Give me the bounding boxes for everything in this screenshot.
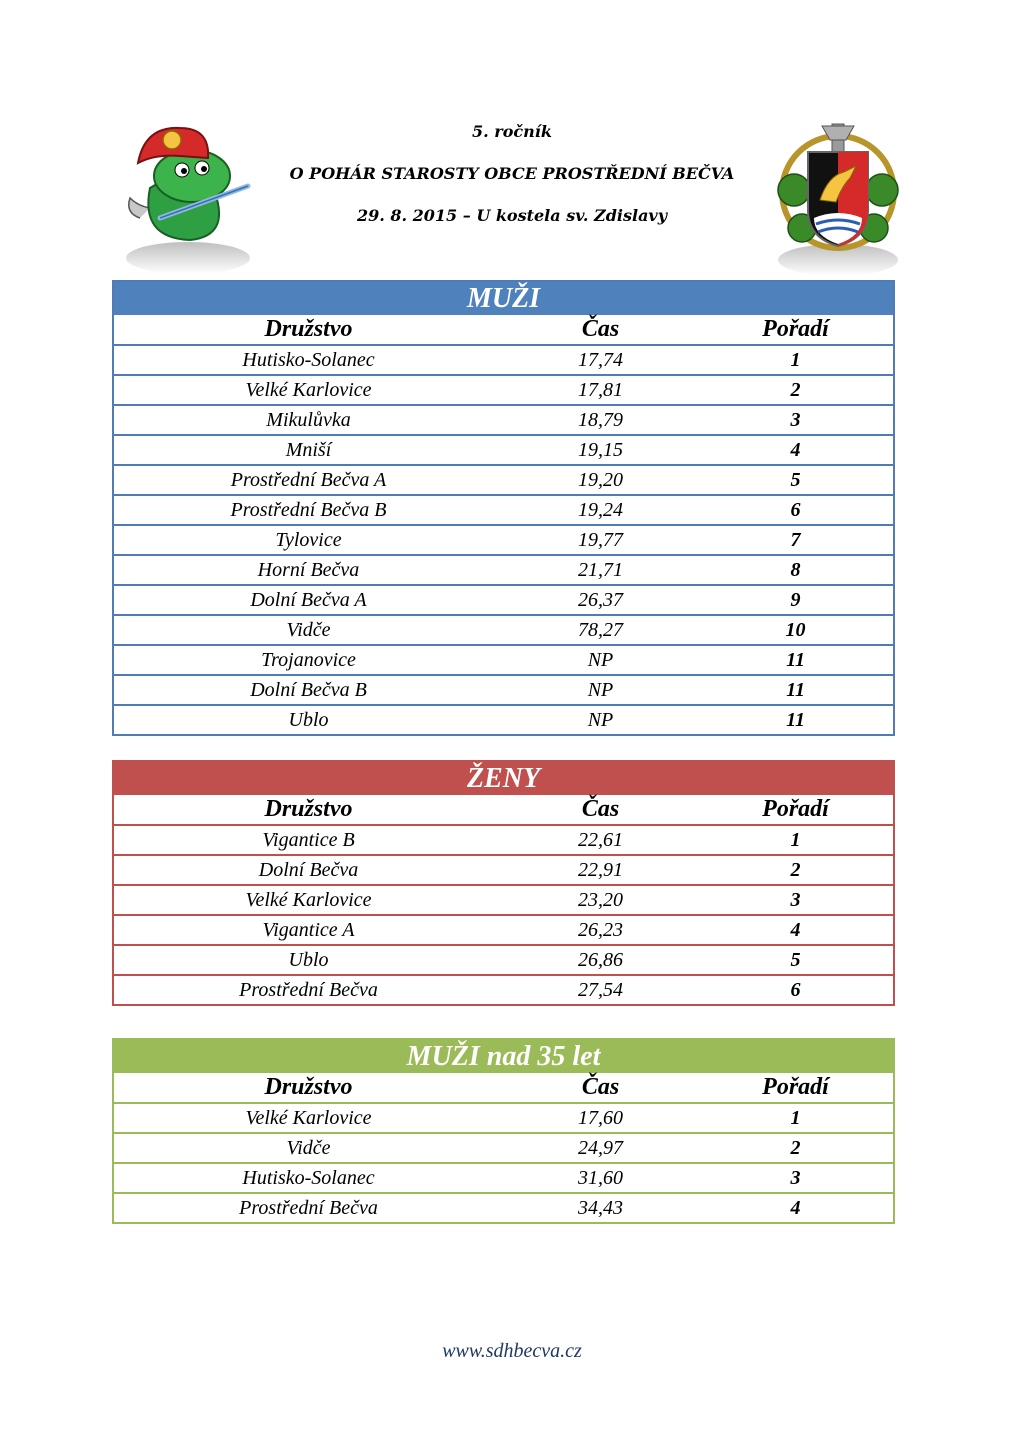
table-row [113,675,894,705]
rank-cell: 2 [698,855,894,885]
rank-cell: 5 [698,945,894,975]
rank-cell: 4 [698,1193,894,1223]
table-row [113,855,894,885]
team-name-cell: Prostřední Bečva B [113,495,503,525]
rank-cell: 9 [698,585,894,615]
time-cell: 27,54 [503,975,698,1005]
table-title: MUŽI nad 35 let [113,1039,894,1073]
rank-cell: 11 [698,645,894,675]
time-cell: 34,43 [503,1193,698,1223]
event-title: O POHÁR STAROSTY OBCE PROSTŘEDNÍ BEČVA [289,164,735,183]
column-header-team: Družstvo [113,1073,503,1103]
team-name-cell: Vigantice A [113,915,503,945]
table-title: MUŽI [113,281,894,315]
table-row [113,375,894,405]
column-header-time: Čas [503,1073,698,1103]
team-name-cell: Prostřední Bečva [113,975,503,1005]
table-row [113,1103,894,1133]
time-cell: 26,37 [503,585,698,615]
time-cell: 21,71 [503,555,698,585]
team-name-cell: Vidče [113,1133,503,1163]
rank-cell: 11 [698,705,894,735]
team-name-cell: Trojanovice [113,645,503,675]
time-cell: 31,60 [503,1163,698,1193]
website-link[interactable]: www.sdhbecva.cz [442,1340,582,1362]
table-row [113,495,894,525]
time-cell: 17,60 [503,1103,698,1133]
rank-cell: 6 [698,975,894,1005]
rank-cell: 6 [698,495,894,525]
results-table-muzi [112,280,895,736]
dragon-firefighter-logo-icon [120,118,255,278]
team-name-cell: Mniší [113,435,503,465]
team-name-cell: Dolní Bečva [113,855,503,885]
team-name-cell: Velké Karlovice [113,1103,503,1133]
time-cell: 23,20 [503,885,698,915]
team-name-cell: Velké Karlovice [113,375,503,405]
table-row [113,915,894,945]
table-row [113,885,894,915]
time-cell: 78,27 [503,615,698,645]
table-row [113,645,894,675]
team-name-cell: Tylovice [113,525,503,555]
rank-cell: 1 [698,345,894,375]
rank-cell: 11 [698,675,894,705]
time-cell: 26,23 [503,915,698,945]
team-name-cell: Hutisko-Solanec [113,345,503,375]
time-cell: 18,79 [503,405,698,435]
fire-brigade-emblem-icon [772,120,904,278]
table-row [113,705,894,735]
time-cell: 22,91 [503,855,698,885]
team-name-cell: Ublo [113,945,503,975]
time-cell: 26,86 [503,945,698,975]
team-name-cell: Ublo [113,705,503,735]
column-header-time: Čas [503,795,698,825]
team-name-cell: Dolní Bečva B [113,675,503,705]
column-header-time: Čas [503,315,698,345]
team-name-cell: Prostřední Bečva A [113,465,503,495]
time-cell: 17,81 [503,375,698,405]
edition: 5. ročník [472,122,552,141]
table-row [113,405,894,435]
rank-cell: 8 [698,555,894,585]
team-name-cell: Horní Bečva [113,555,503,585]
table-row [113,825,894,855]
column-header-rank: Pořadí [698,315,894,345]
table-row [113,555,894,585]
rank-cell: 3 [698,1163,894,1193]
time-cell: 19,20 [503,465,698,495]
column-header-team: Družstvo [113,315,503,345]
table-row [113,435,894,465]
table-title: ŽENY [113,761,894,795]
team-name-cell: Vigantice B [113,825,503,855]
column-header-rank: Pořadí [698,1073,894,1103]
rank-cell: 1 [698,825,894,855]
team-name-cell: Vidče [113,615,503,645]
rank-cell: 3 [698,405,894,435]
table-row [113,345,894,375]
rank-cell: 3 [698,885,894,915]
table-row [113,585,894,615]
rank-cell: 5 [698,465,894,495]
results-table-zeny [112,760,895,1006]
rank-cell: 1 [698,1103,894,1133]
rank-cell: 4 [698,435,894,465]
column-header-rank: Pořadí [698,795,894,825]
rank-cell: 2 [698,1133,894,1163]
time-cell: 17,74 [503,345,698,375]
results-table-muzi-35 [112,1038,895,1224]
table-row [113,1133,894,1163]
time-cell: NP [503,675,698,705]
table-row [113,945,894,975]
table-row [113,465,894,495]
time-cell: 19,77 [503,525,698,555]
time-cell: NP [503,645,698,675]
time-cell: 19,24 [503,495,698,525]
time-cell: 22,61 [503,825,698,855]
rank-cell: 2 [698,375,894,405]
rank-cell: 10 [698,615,894,645]
time-cell: NP [503,705,698,735]
table-row [113,615,894,645]
event-date-location: 29. 8. 2015 – U kostela sv. Zdislavy [356,206,668,225]
team-name-cell: Prostřední Bečva [113,1193,503,1223]
team-name-cell: Dolní Bečva A [113,585,503,615]
column-header-team: Družstvo [113,795,503,825]
time-cell: 24,97 [503,1133,698,1163]
time-cell: 19,15 [503,435,698,465]
team-name-cell: Velké Karlovice [113,885,503,915]
team-name-cell: Mikulůvka [113,405,503,435]
table-row [113,525,894,555]
table-row [113,1163,894,1193]
rank-cell: 4 [698,915,894,945]
team-name-cell: Hutisko-Solanec [113,1163,503,1193]
rank-cell: 7 [698,525,894,555]
table-row [113,1193,894,1223]
table-row [113,975,894,1005]
